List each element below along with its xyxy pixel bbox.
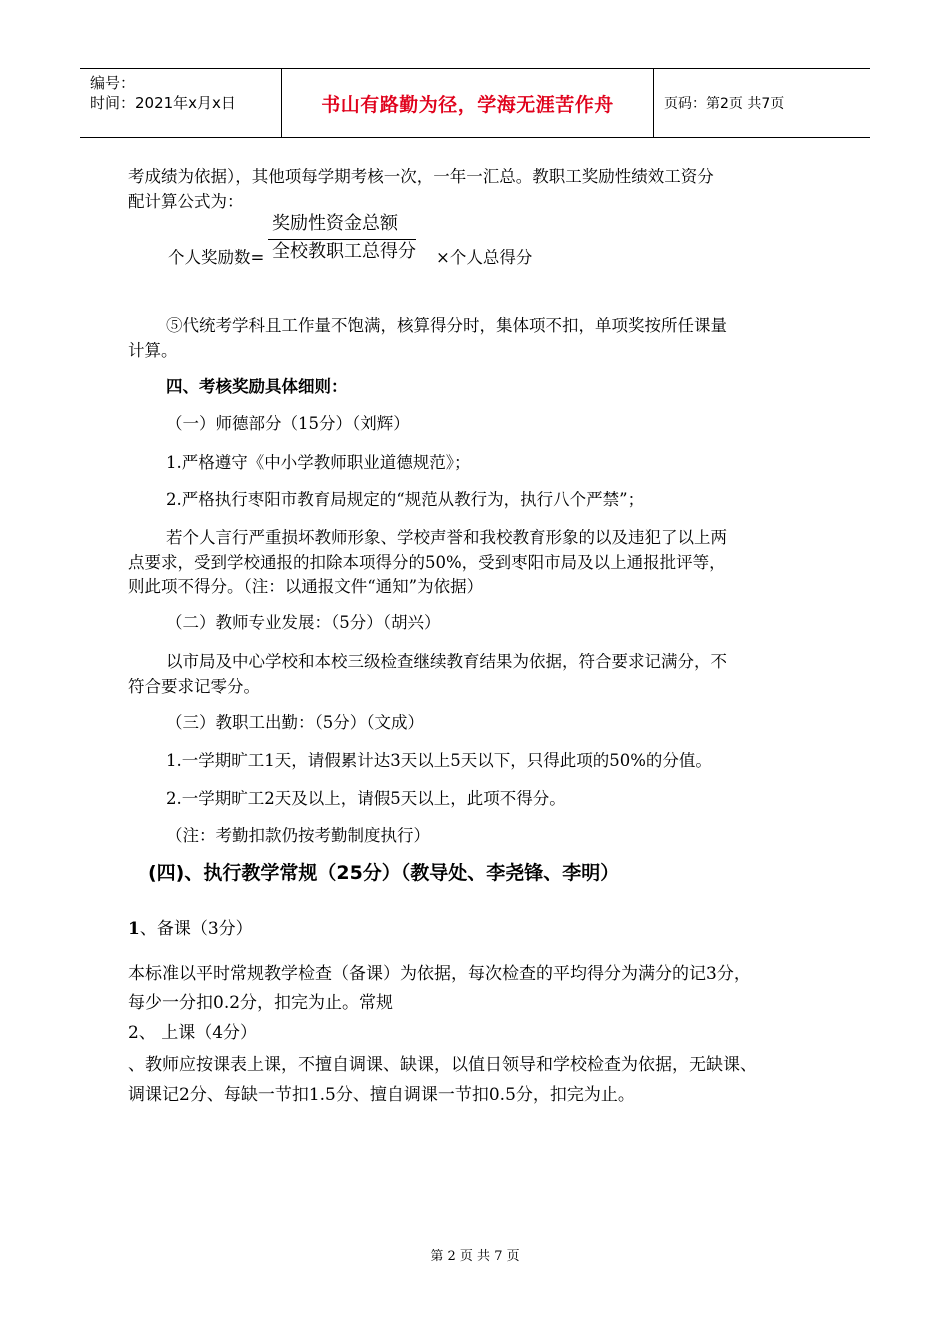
- item-heading: [128, 917, 253, 941]
- item-title: 、备课（3分）: [139, 919, 253, 939]
- header-meta: [80, 69, 282, 137]
- subsection-title: （三）教职工出勤：（5分）（文成）: [166, 713, 424, 732]
- paragraph-line: ⑤代统考学科且工作量不饱满，核算得分时，集体项不扣，单项奖按所任课量: [166, 316, 727, 335]
- subsection-title: （二）教师专业发展：（5分）（胡兴）: [166, 613, 441, 632]
- subsection-heading: (四)、执行教学常规（25分）（教导处、李尧锋、李明）: [148, 862, 620, 884]
- item-number: 1: [128, 919, 140, 939]
- header-page-info: 页码：第2页 共7页: [664, 96, 785, 112]
- page-footer: 第 2 页 共 7 页: [430, 1249, 520, 1264]
- paragraph-line: 符合要求记零分。: [128, 677, 260, 696]
- paragraph-line: 配计算公式为：: [128, 192, 244, 211]
- paragraph-line: 调课记2分、每缺一节扣1.5分、擅自调课一节扣0.5分，扣完为止。: [128, 1085, 635, 1105]
- note-text: （注：考勤扣款仍按考勤制度执行）: [166, 826, 430, 845]
- formula-numerator: 奖励性资金总额: [272, 213, 398, 234]
- paragraph-line: 考成绩为依据），其他项每学期考核一次，一年一汇总。教职工奖励性绩效工资分: [128, 167, 714, 186]
- list-item: 2.一学期旷工2天及以上，请假5天以上，此项不得分。: [166, 789, 566, 808]
- paragraph-line: 则此项不得分。（注：以通报文件“通知”为依据）: [128, 577, 484, 596]
- subsection-title: （一）师德部分（15分）（刘辉）: [166, 414, 410, 433]
- section-title: 四、考核奖励具体细则：: [166, 377, 348, 396]
- paragraph-line: 点要求，受到学校通报的扣除本项得分的50%，受到枣阳市局及以上通报批评等，: [128, 553, 726, 572]
- list-item: 1.严格遵守《中小学教师职业道德规范》；: [166, 453, 471, 472]
- formula-suffix: ×个人总得分: [436, 248, 533, 267]
- list-item: 2.严格执行枣阳市教育局规定的“规范从教行为，执行八个严禁”；: [166, 490, 645, 509]
- paragraph-line: 、教师应按课表上课，不擅自调课、缺课，以值日领导和学校检查为依据，无缺课、: [128, 1055, 757, 1075]
- paragraph-line: 每少一分扣0.2分，扣完为止。常规: [128, 993, 394, 1013]
- paragraph-line: 若个人言行严重损坏教师形象、学校声誉和我校教育形象的以及违犯了以上两: [166, 528, 727, 547]
- paragraph-line: 本标准以平时常规教学检查（备课）为依据，每次检查的平均得分为满分的记3分，: [128, 964, 751, 984]
- page-header: [80, 68, 870, 138]
- formula-prefix: 个人奖励数=: [168, 248, 265, 267]
- header-motto: 书山有路勤为径，学海无涯苦作舟: [282, 69, 654, 137]
- formula-denominator: 全校教职工总得分: [272, 241, 416, 262]
- paragraph-line: 以市局及中心学校和本校三级检查继续教育结果为依据，符合要求记满分，不: [166, 652, 727, 671]
- header-time-label: 时间：2021年x月x日: [90, 94, 236, 112]
- paragraph-line: 计算。: [128, 341, 178, 360]
- list-item: 1.一学期旷工1天，请假累计达3天以上5天以下，只得此项的50%的分值。: [166, 751, 712, 770]
- item-heading: 2、 上课（4分）: [128, 1023, 258, 1043]
- header-number-label: 编号：: [90, 74, 136, 92]
